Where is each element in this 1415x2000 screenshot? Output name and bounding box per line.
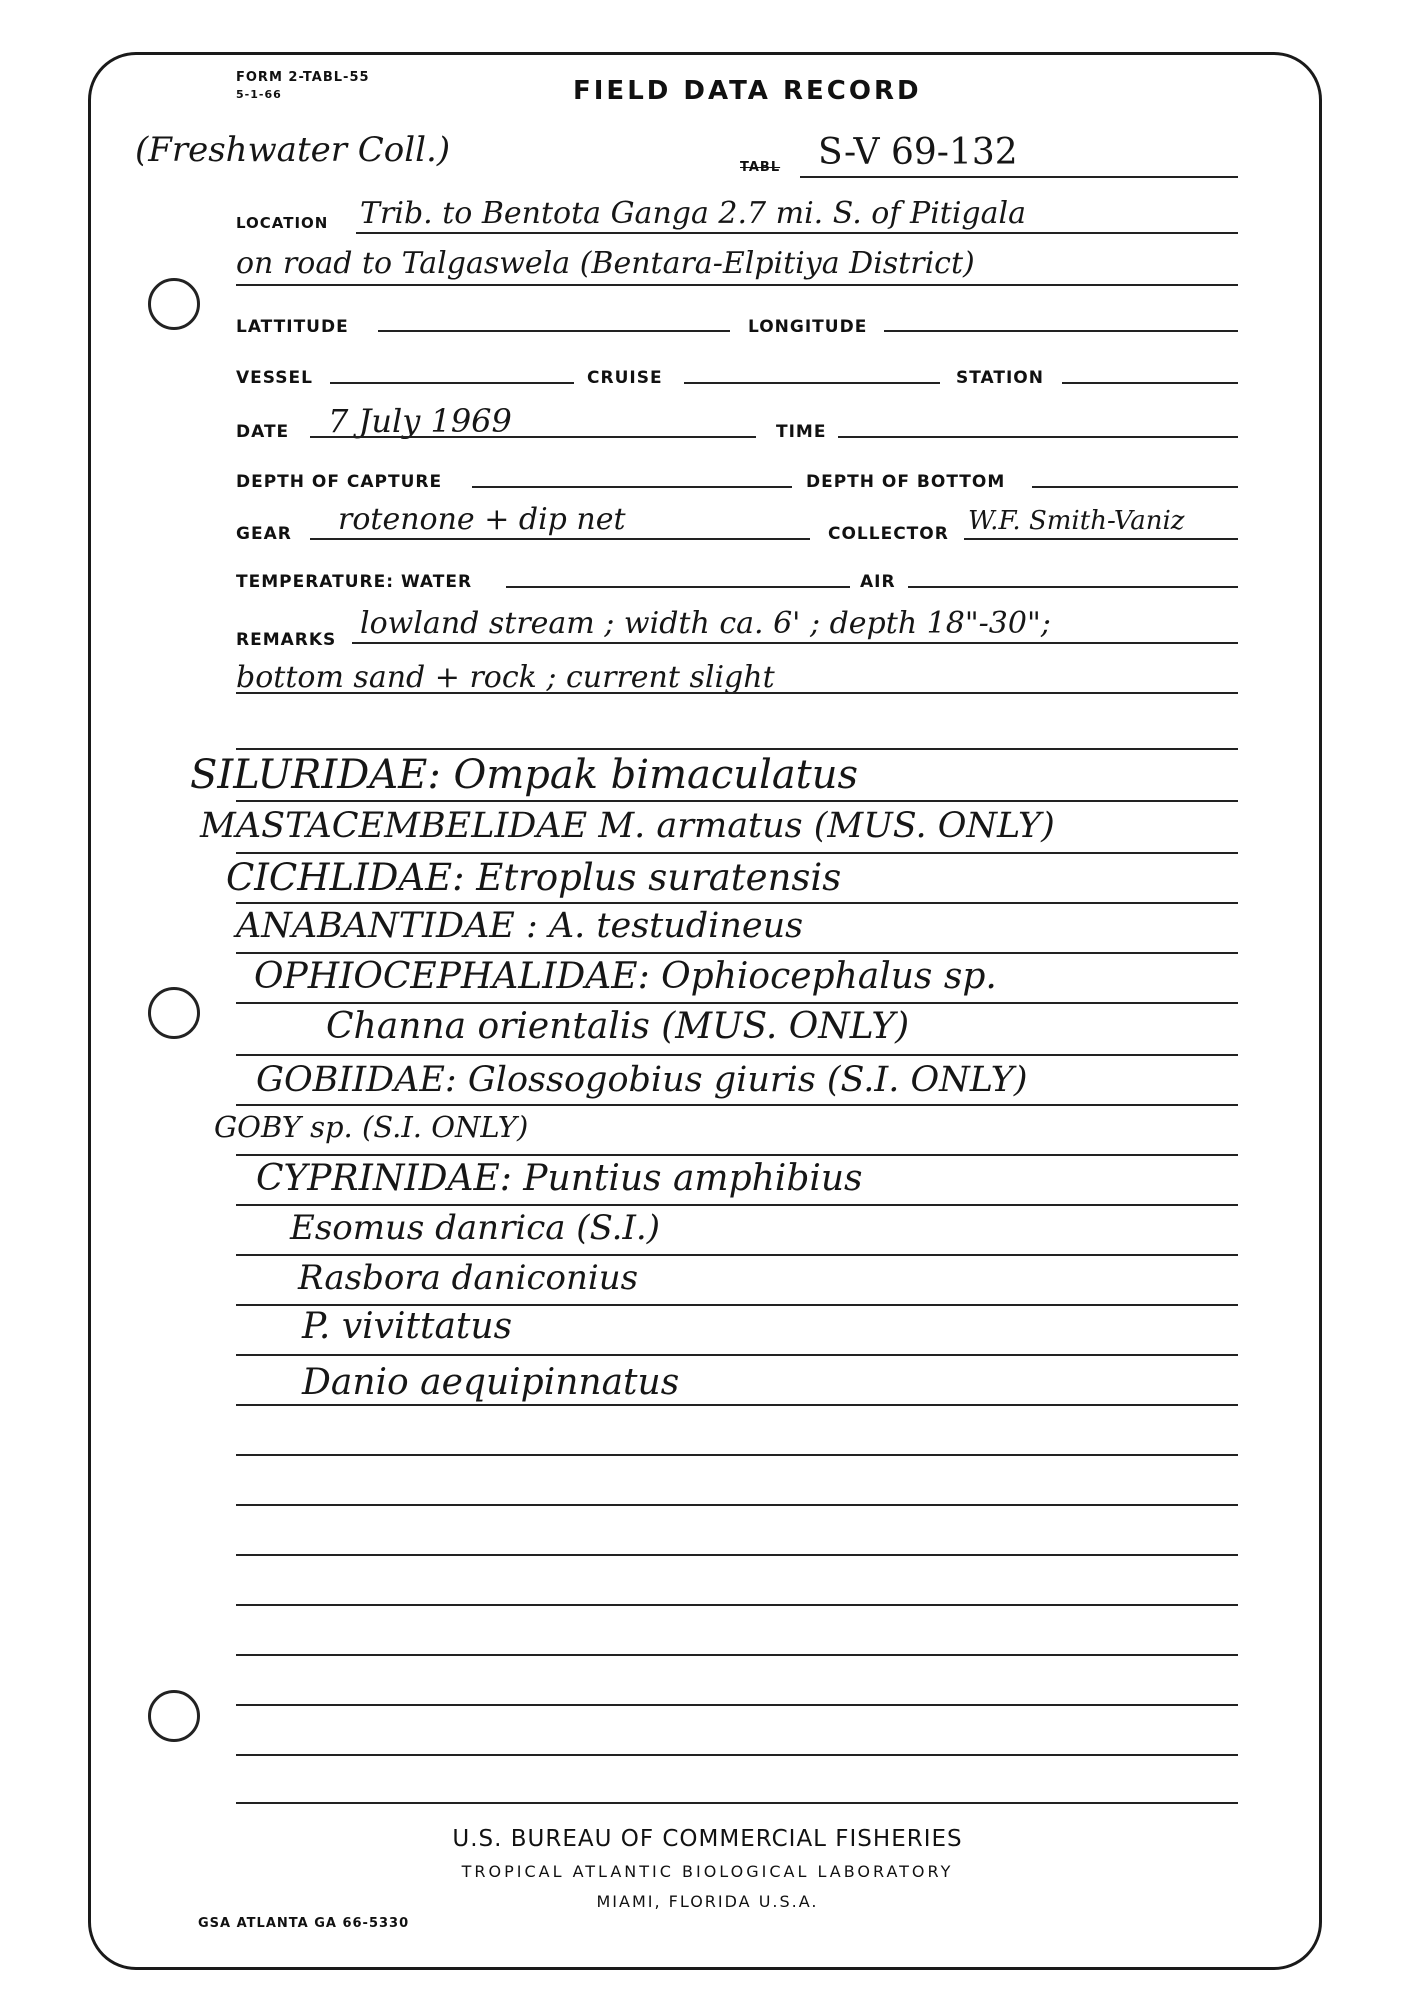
ruled-line [236, 1254, 1238, 1256]
temperature-rule [506, 586, 850, 588]
punch-hole-top [148, 278, 200, 330]
collector-label: COLLECTOR [828, 524, 949, 544]
species-item: OPHIOCEPHALIDAE: Ophiocephalus sp. [254, 956, 997, 997]
species-item: ANABANTIDAE : A. testudineus [236, 906, 804, 946]
latitude-rule [378, 330, 730, 332]
longitude-rule [884, 330, 1238, 332]
collector-rule [964, 538, 1238, 540]
remarks-label: REMARKS [236, 630, 337, 650]
ruled-line [236, 1704, 1238, 1706]
latitude-label: LATTITUDE [236, 317, 349, 337]
tabl-number: S-V 69-132 [818, 132, 1018, 173]
location-label: LOCATION [236, 214, 329, 232]
ruled-line [236, 1054, 1238, 1056]
ruled-line [236, 1554, 1238, 1556]
depth-bottom-label: DEPTH OF BOTTOM [806, 472, 1006, 492]
ruled-line [236, 1504, 1238, 1506]
remarks-line1: lowland stream ; width ca. 6' ; depth 18"-30"; [360, 606, 1051, 641]
location-line2-rule [236, 284, 1238, 286]
time-rule [838, 436, 1238, 438]
form-title: FIELD DATA RECORD [573, 76, 922, 106]
time-label: TIME [776, 422, 827, 442]
footer-location: MIAMI, FLORIDA U.S.A. [596, 1892, 819, 1911]
tabl-label: TABL [740, 160, 781, 175]
collector-value: W.F. Smith-Vaniz [968, 506, 1185, 536]
cruise-rule [684, 382, 940, 384]
ruled-line [236, 1604, 1238, 1606]
ruled-line [236, 1304, 1238, 1306]
ruled-line [236, 1354, 1238, 1356]
species-item: GOBIIDAE: Glossogobius giuris (S.I. ONLY) [256, 1060, 1028, 1100]
date-rule [310, 436, 756, 438]
date-value: 7 July 1969 [328, 402, 512, 440]
station-rule [1062, 382, 1238, 384]
air-label: AIR [860, 572, 896, 592]
species-item: SILURIDAE: Ompak bimaculatus [190, 752, 859, 798]
species-item: CYPRINIDAE: Puntius amphibius [256, 1158, 863, 1199]
species-item: Esomus danrica (S.I.) [290, 1208, 660, 1248]
ruled-line [236, 800, 1238, 802]
depth-bottom-rule [1032, 486, 1238, 488]
form-date: 5-1-66 [236, 88, 282, 101]
ruled-line [236, 1404, 1238, 1406]
temperature-label: TEMPERATURE: WATER [236, 572, 473, 592]
station-label: STATION [956, 368, 1044, 388]
species-item: MASTACEMBELIDAE M. armatus (MUS. ONLY) [200, 806, 1055, 846]
ruled-line [236, 1104, 1238, 1106]
location-line1: Trib. to Bentota Ganga 2.7 mi. S. of Pitigala [360, 196, 1027, 231]
remarks-line2-rule [236, 692, 1238, 694]
ruled-line [236, 1802, 1238, 1804]
print-code: GSA ATLANTA GA 66-5330 [198, 1916, 410, 1931]
ruled-line [236, 1154, 1238, 1156]
cruise-label: CRUISE [587, 368, 663, 388]
air-rule [908, 586, 1238, 588]
location-line1-rule [356, 232, 1238, 234]
remarks-line3-rule [236, 748, 1238, 750]
date-label: DATE [236, 422, 290, 442]
ruled-line [236, 1204, 1238, 1206]
remarks-line1-rule [352, 642, 1238, 644]
ruled-line [236, 952, 1238, 954]
vessel-rule [330, 382, 574, 384]
species-item: Danio aequipinnatus [302, 1362, 680, 1403]
ruled-line [236, 852, 1238, 854]
species-item: P. vivittatus [302, 1306, 513, 1347]
depth-capture-rule [472, 486, 792, 488]
form-number: FORM 2-TABL-55 [236, 70, 370, 85]
species-item: CICHLIDAE: Etroplus suratensis [226, 856, 842, 899]
footer-bureau: U.S. BUREAU OF COMMERCIAL FISHERIES [452, 1826, 963, 1852]
gear-value: rotenone + dip net [338, 502, 626, 537]
species-item: Rasbora daniconius [298, 1258, 639, 1298]
gear-rule [310, 538, 810, 540]
ruled-line [236, 1454, 1238, 1456]
depth-capture-label: DEPTH OF CAPTURE [236, 472, 443, 492]
vessel-label: VESSEL [236, 368, 313, 388]
species-item: GOBY sp. (S.I. ONLY) [214, 1110, 529, 1144]
gear-label: GEAR [236, 524, 292, 544]
longitude-label: LONGITUDE [748, 317, 868, 337]
ruled-line [236, 902, 1238, 904]
ruled-line [236, 1654, 1238, 1656]
location-line2: on road to Talgaswela (Bentara-Elpitiya District) [236, 246, 975, 281]
punch-hole-middle [148, 987, 200, 1039]
collection-note: (Freshwater Coll.) [135, 130, 451, 170]
punch-hole-bottom [148, 1690, 200, 1742]
remarks-line2: bottom sand + rock ; current slight [236, 660, 775, 695]
species-item: Channa orientalis (MUS. ONLY) [326, 1006, 910, 1047]
ruled-line [236, 1002, 1238, 1004]
footer-laboratory: TROPICAL ATLANTIC BIOLOGICAL LABORATORY [461, 1862, 954, 1881]
tabl-line [800, 176, 1238, 178]
ruled-line [236, 1754, 1238, 1756]
